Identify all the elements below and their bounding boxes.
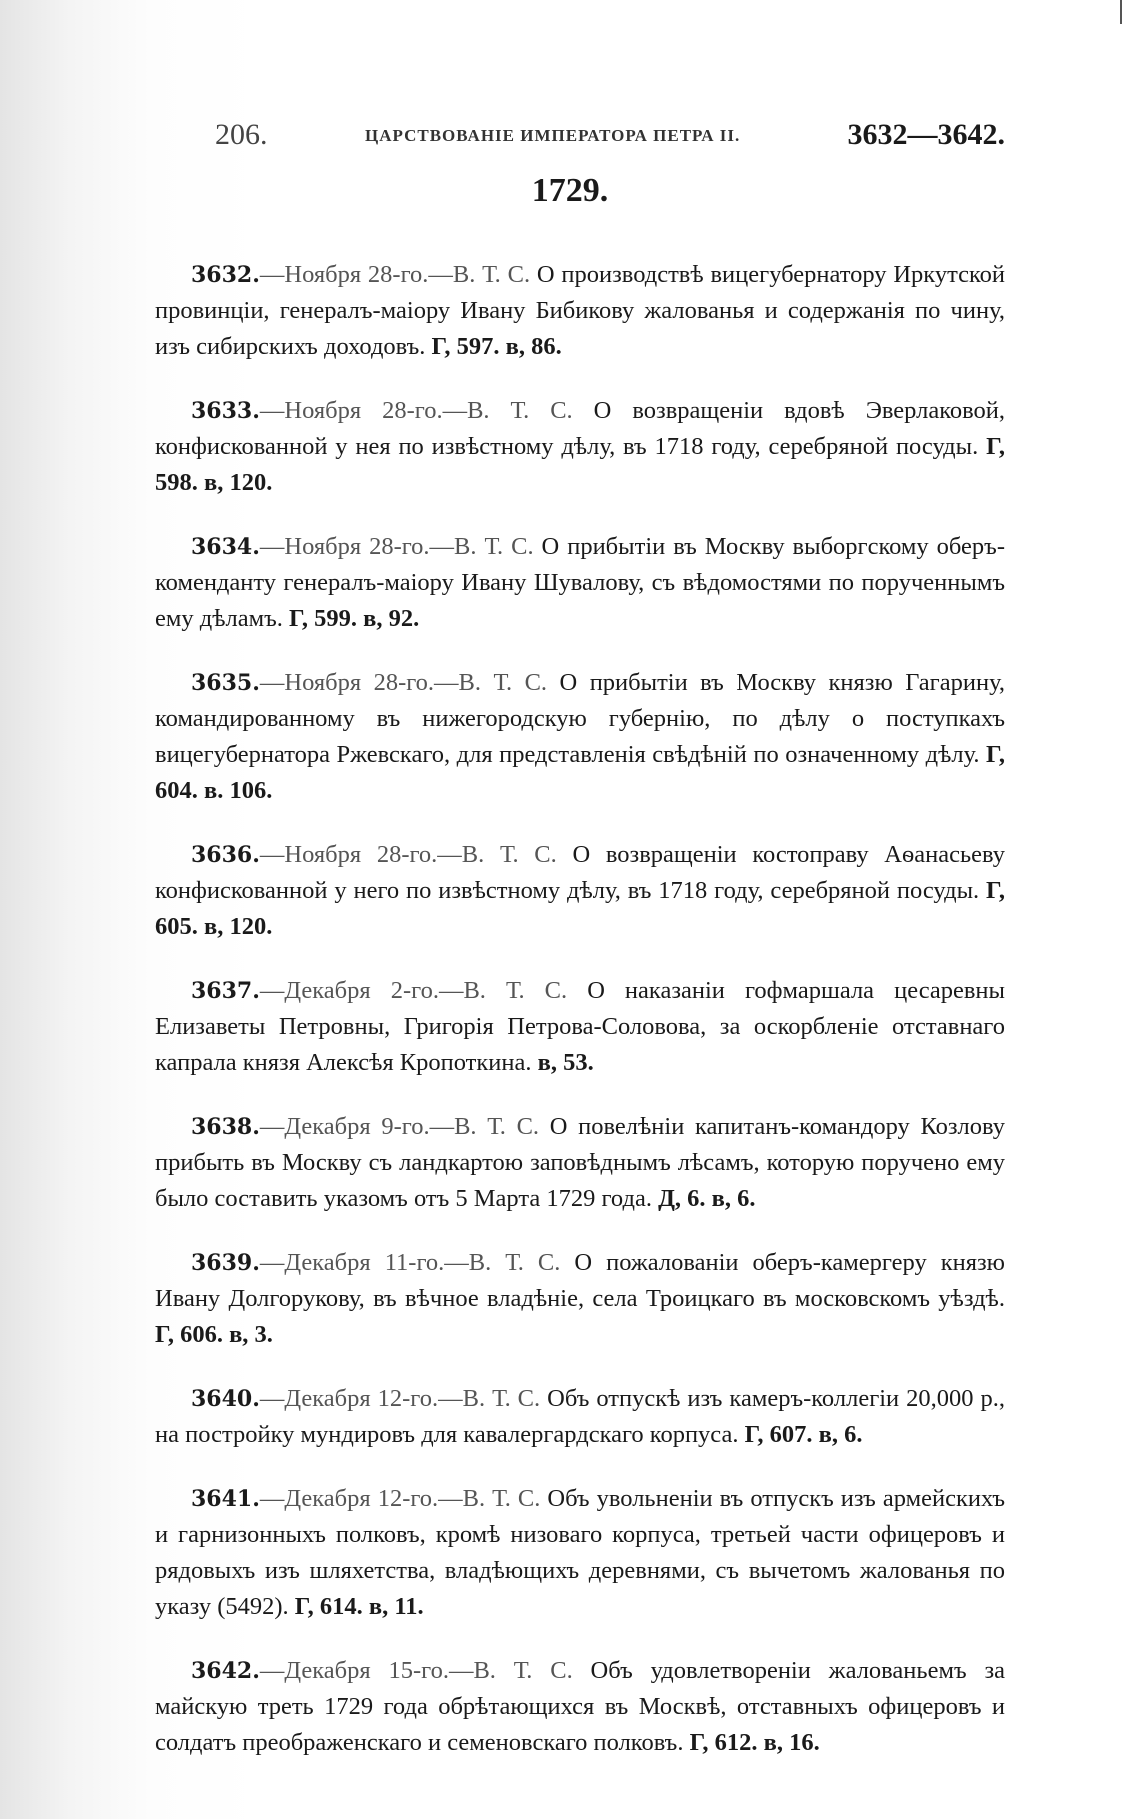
entry-number: 3637. <box>191 977 260 1004</box>
year-heading: 1729. <box>531 172 609 209</box>
entry-reference: Д, 6. в, 6. <box>658 1184 756 1212</box>
entry-reference: Г, 607. в, 6. <box>744 1420 863 1448</box>
entry-date: —Декабря 12-го.—В. Т. С. <box>259 1484 541 1512</box>
entry-reference: Г, 612. в, 16. <box>689 1728 820 1756</box>
page-number: 206. <box>215 118 268 151</box>
entry-date: —Ноября 28-го.—В. Т. С. <box>259 840 557 868</box>
entry-number: 3638. <box>191 1113 260 1140</box>
entry-date: —Ноября 28-го.—В. Т. С. <box>259 260 531 288</box>
entry-date: —Декабря 11-го.—В. Т. С. <box>259 1248 561 1276</box>
entry-number: 3633. <box>191 397 260 424</box>
entry-reference: Г, 597. в, 86. <box>431 332 562 360</box>
entry-number: 3636. <box>191 841 260 868</box>
entry <box>155 1109 1005 1217</box>
entries-list <box>155 232 1005 1789</box>
entry <box>155 665 1005 809</box>
entry-date: —Декабря 9-го.—В. Т. С. <box>259 1112 540 1140</box>
entry-text: О наказаніи гофмаршала цесаревны Елизаветы Петровны, Григорія Петрова-Соловова, за оскорбленіе отставнаго капрала князя Алексѣя Кропоткина. <box>155 976 1006 1076</box>
entry-date: —Ноября 28-го.—В. Т. С. <box>259 668 548 696</box>
entry <box>155 1653 1005 1761</box>
entry-date: —Ноября 28-го.—В. Т. С. <box>259 532 534 560</box>
entry-reference: Г, 604. в. 106. <box>155 740 1005 804</box>
entry <box>155 1245 1005 1353</box>
entry-text: О производствѣ вицегубернатору Иркутской провинціи, генералъ-маіору Ивану Бибикову жалованья и содержанія по чину, изъ сибирскихъ доходовъ. <box>155 260 1005 360</box>
entry-number: 3641. <box>191 1485 260 1512</box>
entry-date: —Ноября 28-го.—В. Т. С. <box>259 396 573 424</box>
entry <box>155 257 1005 365</box>
entry <box>155 837 1005 945</box>
entry-date: —Декабря 12-го.—В. Т. С. <box>259 1384 541 1412</box>
entry-text: О прибытіи въ Москву князю Гагарину, командированному въ нижегородскую губернію, по дѣлу о поступкахъ вицегубернатора Ржевскаго, для представленія свѣдѣній по означенному дѣлу. <box>155 668 1005 768</box>
entry-reference: Г, 606. в, 3. <box>155 1320 273 1348</box>
entry-text: О возвращеніи костоправу Аѳанасьеву конфискованной у него по извѣстному дѣлу, въ 1718 году, серебряной посуды. <box>155 840 1005 904</box>
entry-text: Объ увольненіи въ отпускъ изъ армейскихъ и гарнизонныхъ полковъ, кромѣ низоваго корпуса, третьей части офицеровъ и рядовыхъ изъ шляхетства, владѣющихъ деревнями, съ вычетомъ жалованья по указу (5492). <box>155 1484 1005 1620</box>
entry-text: Объ отпускѣ изъ камеръ-коллегіи 20,000 р., на постройку мундировъ для кавалергардскаго корпуса. <box>155 1384 1005 1448</box>
entry-reference: Г, 598. в, 120. <box>155 432 1006 496</box>
entry-reference: Г, 605. в, 120. <box>155 876 1005 940</box>
page-header <box>155 118 1005 158</box>
entry-text: О повелѣніи капитанъ-командору Козлову прибыть въ Москву съ ландкартою заповѣднымъ лѣсамъ, которую поручено ему было составить указомъ отъ 5 Марта 1729 года. <box>155 1112 1006 1212</box>
entry-number: 3642. <box>191 1657 260 1684</box>
entry-date: —Декабря 15-го.—В. Т. С. <box>259 1656 573 1684</box>
entry-text: Объ удовлетвореніи жалованьемъ за майскую треть 1729 года обрѣтающихся въ Москвѣ, отставныхъ офицеровъ и солдатъ преображенскаго и семеновскаго полковъ. <box>155 1656 1006 1756</box>
entry <box>155 393 1005 501</box>
entry-text: О возвращеніи вдовѣ Эверлаковой, конфискованной у нея по извѣстному дѣлу, въ 1718 году, серебряной посуды. <box>155 396 1005 460</box>
entry-range: 3632—3642. <box>847 118 1005 151</box>
entry-reference: Г, 614. в, 11. <box>294 1592 424 1620</box>
entry-reference: в, 53. <box>537 1048 594 1076</box>
entry-text: О прибытіи въ Москву выборгскому оберъ-коменданту генералъ-маіору Ивану Шувалову, съ вѣдомостями по порученнымъ ему дѣламъ. <box>155 532 1005 632</box>
entry <box>155 973 1005 1081</box>
entry-number: 3635. <box>191 669 260 696</box>
entry <box>155 529 1005 637</box>
running-title: ЦАРСТВОВАНІЕ ИМПЕРАТОРА ПЕТРА II. <box>365 126 741 145</box>
entry-number: 3634. <box>191 533 260 560</box>
entry <box>155 1481 1005 1625</box>
entry-date: —Декабря 2-го.—В. Т. С. <box>259 976 568 1004</box>
entry-number: 3639. <box>191 1249 260 1276</box>
entry-number: 3640. <box>191 1385 260 1412</box>
entry-text: О пожалованіи оберъ-камергеру князю Ивану Долгорукову, въ вѣчное владѣніе, села Троицкаго въ московскомъ уѣздѣ. <box>155 1248 1005 1312</box>
entry <box>155 1381 1005 1453</box>
entry-reference: Г, 599. в, 92. <box>289 604 420 632</box>
entry-number: 3632. <box>191 261 260 288</box>
corner-scan-mark <box>1106 0 1122 24</box>
